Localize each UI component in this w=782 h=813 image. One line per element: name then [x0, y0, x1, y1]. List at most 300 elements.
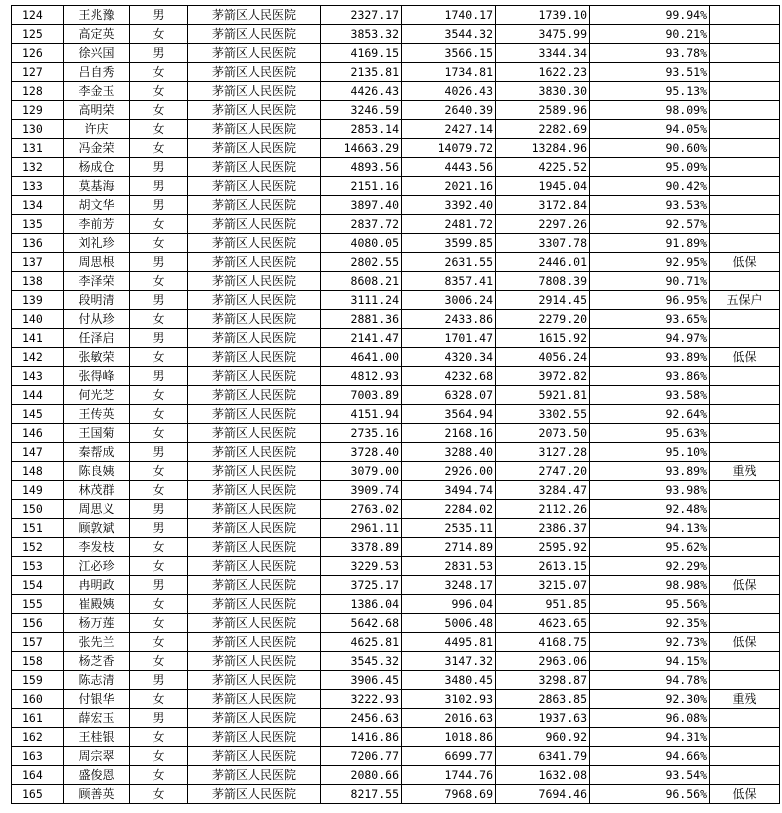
cell-total-cost: 3725.17 — [321, 576, 402, 595]
cell-reimbursed: 2279.20 — [496, 310, 590, 329]
cell-reimbursed: 1632.08 — [496, 766, 590, 785]
cell-name: 周宗翠 — [64, 747, 130, 766]
table-row — [12, 671, 780, 690]
table-row — [12, 25, 780, 44]
cell-category — [710, 44, 780, 63]
cell-reimbursed: 3344.34 — [496, 44, 590, 63]
cell-reimbursed: 1937.63 — [496, 709, 590, 728]
cell-category: 重残 — [710, 462, 780, 481]
cell-category — [710, 652, 780, 671]
cell-gender: 女 — [130, 101, 188, 120]
cell-category — [710, 196, 780, 215]
cell-name: 王桂银 — [64, 728, 130, 747]
table-row — [12, 272, 780, 291]
cell-reimbursed: 4168.75 — [496, 633, 590, 652]
cell-eligible-cost: 2535.11 — [402, 519, 496, 538]
cell-eligible-cost: 7968.69 — [402, 785, 496, 804]
table-row — [12, 424, 780, 443]
cell-seq: 161 — [12, 709, 64, 728]
cell-hospital: 茅箭区人民医院 — [188, 139, 321, 158]
cell-category — [710, 595, 780, 614]
cell-hospital: 茅箭区人民医院 — [188, 614, 321, 633]
cell-seq: 129 — [12, 101, 64, 120]
cell-eligible-cost: 3006.24 — [402, 291, 496, 310]
cell-eligible-cost: 3288.40 — [402, 443, 496, 462]
cell-gender: 女 — [130, 690, 188, 709]
cell-category — [710, 367, 780, 386]
cell-reimbursed: 7808.39 — [496, 272, 590, 291]
cell-ratio: 99.94% — [590, 6, 710, 25]
table-row — [12, 614, 780, 633]
cell-reimbursed: 960.92 — [496, 728, 590, 747]
cell-total-cost: 3909.74 — [321, 481, 402, 500]
cell-eligible-cost: 2427.14 — [402, 120, 496, 139]
cell-hospital: 茅箭区人民医院 — [188, 424, 321, 443]
table-row — [12, 234, 780, 253]
cell-seq: 125 — [12, 25, 64, 44]
cell-reimbursed: 2963.06 — [496, 652, 590, 671]
cell-eligible-cost: 4443.56 — [402, 158, 496, 177]
cell-reimbursed: 2297.26 — [496, 215, 590, 234]
table-row — [12, 405, 780, 424]
cell-category: 低保 — [710, 785, 780, 804]
cell-total-cost: 3378.89 — [321, 538, 402, 557]
cell-seq: 141 — [12, 329, 64, 348]
cell-gender: 女 — [130, 728, 188, 747]
cell-eligible-cost: 1701.47 — [402, 329, 496, 348]
cell-gender: 女 — [130, 424, 188, 443]
cell-category — [710, 272, 780, 291]
cell-name: 李前芳 — [64, 215, 130, 234]
cell-category — [710, 329, 780, 348]
table-row — [12, 728, 780, 747]
cell-reimbursed: 3172.84 — [496, 196, 590, 215]
cell-seq: 149 — [12, 481, 64, 500]
cell-hospital: 茅箭区人民医院 — [188, 82, 321, 101]
table-row — [12, 6, 780, 25]
cell-ratio: 96.08% — [590, 709, 710, 728]
cell-total-cost: 8608.21 — [321, 272, 402, 291]
cell-hospital: 茅箭区人民医院 — [188, 766, 321, 785]
table-row — [12, 44, 780, 63]
cell-reimbursed: 2446.01 — [496, 253, 590, 272]
cell-name: 杨万莲 — [64, 614, 130, 633]
cell-eligible-cost: 1740.17 — [402, 6, 496, 25]
table-row — [12, 443, 780, 462]
table-row — [12, 158, 780, 177]
table-row — [12, 576, 780, 595]
cell-gender: 男 — [130, 291, 188, 310]
cell-total-cost: 3897.40 — [321, 196, 402, 215]
cell-hospital: 茅箭区人民医院 — [188, 652, 321, 671]
cell-name: 李发枝 — [64, 538, 130, 557]
cell-eligible-cost: 4495.81 — [402, 633, 496, 652]
cell-gender: 男 — [130, 196, 188, 215]
cell-eligible-cost: 3599.85 — [402, 234, 496, 253]
cell-seq: 126 — [12, 44, 64, 63]
cell-gender: 女 — [130, 120, 188, 139]
cell-reimbursed: 1945.04 — [496, 177, 590, 196]
cell-seq: 143 — [12, 367, 64, 386]
cell-seq: 130 — [12, 120, 64, 139]
cell-seq: 134 — [12, 196, 64, 215]
cell-eligible-cost: 3564.94 — [402, 405, 496, 424]
cell-total-cost: 3222.93 — [321, 690, 402, 709]
cell-hospital: 茅箭区人民医院 — [188, 690, 321, 709]
cell-reimbursed: 1615.92 — [496, 329, 590, 348]
table-row — [12, 177, 780, 196]
cell-hospital: 茅箭区人民医院 — [188, 234, 321, 253]
cell-name: 杨芝香 — [64, 652, 130, 671]
cell-seq: 147 — [12, 443, 64, 462]
cell-hospital: 茅箭区人民医院 — [188, 44, 321, 63]
cell-category — [710, 519, 780, 538]
cell-reimbursed: 2595.92 — [496, 538, 590, 557]
cell-ratio: 93.78% — [590, 44, 710, 63]
cell-eligible-cost: 3480.45 — [402, 671, 496, 690]
cell-gender: 男 — [130, 329, 188, 348]
cell-ratio: 93.98% — [590, 481, 710, 500]
cell-eligible-cost: 2021.16 — [402, 177, 496, 196]
cell-gender: 女 — [130, 595, 188, 614]
cell-total-cost: 4151.94 — [321, 405, 402, 424]
cell-name: 张先兰 — [64, 633, 130, 652]
cell-gender: 男 — [130, 519, 188, 538]
cell-name: 王国菊 — [64, 424, 130, 443]
cell-reimbursed: 4623.65 — [496, 614, 590, 633]
cell-eligible-cost: 3147.32 — [402, 652, 496, 671]
cell-eligible-cost: 14079.72 — [402, 139, 496, 158]
cell-eligible-cost: 8357.41 — [402, 272, 496, 291]
cell-gender: 女 — [130, 386, 188, 405]
table-row — [12, 367, 780, 386]
cell-name: 江必珍 — [64, 557, 130, 576]
cell-hospital: 茅箭区人民医院 — [188, 367, 321, 386]
cell-reimbursed: 3972.82 — [496, 367, 590, 386]
cell-category — [710, 747, 780, 766]
cell-name: 顾敦斌 — [64, 519, 130, 538]
cell-reimbursed: 2747.20 — [496, 462, 590, 481]
cell-seq: 136 — [12, 234, 64, 253]
cell-ratio: 92.35% — [590, 614, 710, 633]
cell-gender: 男 — [130, 6, 188, 25]
cell-category — [710, 538, 780, 557]
cell-category: 低保 — [710, 348, 780, 367]
cell-name: 刘礼珍 — [64, 234, 130, 253]
cell-ratio: 94.05% — [590, 120, 710, 139]
cell-gender: 女 — [130, 82, 188, 101]
cell-total-cost: 2327.17 — [321, 6, 402, 25]
cell-seq: 159 — [12, 671, 64, 690]
table-row — [12, 595, 780, 614]
table-row — [12, 120, 780, 139]
cell-eligible-cost: 3248.17 — [402, 576, 496, 595]
cell-category — [710, 443, 780, 462]
cell-name: 周思义 — [64, 500, 130, 519]
cell-hospital: 茅箭区人民医院 — [188, 671, 321, 690]
cell-gender: 男 — [130, 576, 188, 595]
table-row — [12, 538, 780, 557]
cell-hospital: 茅箭区人民医院 — [188, 519, 321, 538]
cell-category — [710, 101, 780, 120]
cell-ratio: 92.30% — [590, 690, 710, 709]
cell-hospital: 茅箭区人民医院 — [188, 25, 321, 44]
table-row — [12, 329, 780, 348]
cell-category — [710, 234, 780, 253]
cell-hospital: 茅箭区人民医院 — [188, 196, 321, 215]
cell-hospital: 茅箭区人民医院 — [188, 272, 321, 291]
table-row — [12, 386, 780, 405]
cell-reimbursed: 951.85 — [496, 595, 590, 614]
cell-category — [710, 405, 780, 424]
cell-eligible-cost: 5006.48 — [402, 614, 496, 633]
cell-hospital: 茅箭区人民医院 — [188, 538, 321, 557]
cell-seq: 127 — [12, 63, 64, 82]
cell-category — [710, 6, 780, 25]
cell-seq: 140 — [12, 310, 64, 329]
cell-hospital: 茅箭区人民医院 — [188, 348, 321, 367]
cell-seq: 150 — [12, 500, 64, 519]
cell-seq: 162 — [12, 728, 64, 747]
table-row — [12, 557, 780, 576]
cell-reimbursed: 2863.85 — [496, 690, 590, 709]
cell-category: 低保 — [710, 576, 780, 595]
table-row — [12, 139, 780, 158]
cell-total-cost: 2853.14 — [321, 120, 402, 139]
cell-hospital: 茅箭区人民医院 — [188, 785, 321, 804]
cell-category — [710, 728, 780, 747]
cell-eligible-cost: 3392.40 — [402, 196, 496, 215]
cell-gender: 男 — [130, 367, 188, 386]
cell-seq: 144 — [12, 386, 64, 405]
cell-reimbursed: 3215.07 — [496, 576, 590, 595]
cell-reimbursed: 3302.55 — [496, 405, 590, 424]
cell-total-cost: 2456.63 — [321, 709, 402, 728]
cell-ratio: 93.58% — [590, 386, 710, 405]
cell-ratio: 95.13% — [590, 82, 710, 101]
cell-gender: 女 — [130, 766, 188, 785]
cell-total-cost: 14663.29 — [321, 139, 402, 158]
cell-name: 崔殿姨 — [64, 595, 130, 614]
cell-hospital: 茅箭区人民医院 — [188, 291, 321, 310]
cell-total-cost: 1416.86 — [321, 728, 402, 747]
table-row — [12, 63, 780, 82]
cell-total-cost: 2802.55 — [321, 253, 402, 272]
cell-ratio: 95.10% — [590, 443, 710, 462]
cell-gender: 男 — [130, 671, 188, 690]
cell-name: 李泽荣 — [64, 272, 130, 291]
cell-category — [710, 177, 780, 196]
cell-gender: 女 — [130, 652, 188, 671]
cell-seq: 156 — [12, 614, 64, 633]
cell-eligible-cost: 1018.86 — [402, 728, 496, 747]
cell-eligible-cost: 3102.93 — [402, 690, 496, 709]
table-row — [12, 310, 780, 329]
cell-category — [710, 120, 780, 139]
cell-reimbursed: 3298.87 — [496, 671, 590, 690]
cell-reimbursed: 2112.26 — [496, 500, 590, 519]
cell-gender: 女 — [130, 633, 188, 652]
cell-category: 重残 — [710, 690, 780, 709]
cell-hospital: 茅箭区人民医院 — [188, 405, 321, 424]
cell-reimbursed: 4056.24 — [496, 348, 590, 367]
cell-total-cost: 2881.36 — [321, 310, 402, 329]
cell-name: 莫基海 — [64, 177, 130, 196]
cell-hospital: 茅箭区人民医院 — [188, 633, 321, 652]
cell-category — [710, 481, 780, 500]
cell-reimbursed: 5921.81 — [496, 386, 590, 405]
cell-name: 胡文华 — [64, 196, 130, 215]
cell-category — [710, 386, 780, 405]
cell-name: 张敏荣 — [64, 348, 130, 367]
cell-ratio: 95.09% — [590, 158, 710, 177]
table-row — [12, 253, 780, 272]
cell-category — [710, 310, 780, 329]
cell-category — [710, 139, 780, 158]
cell-eligible-cost: 2631.55 — [402, 253, 496, 272]
cell-eligible-cost: 2433.86 — [402, 310, 496, 329]
cell-total-cost: 4625.81 — [321, 633, 402, 652]
table-row — [12, 633, 780, 652]
cell-gender: 男 — [130, 177, 188, 196]
cell-ratio: 90.71% — [590, 272, 710, 291]
cell-category — [710, 671, 780, 690]
cell-total-cost: 7003.89 — [321, 386, 402, 405]
table-row — [12, 101, 780, 120]
cell-ratio: 95.62% — [590, 538, 710, 557]
cell-gender: 男 — [130, 500, 188, 519]
cell-reimbursed: 3475.99 — [496, 25, 590, 44]
table-row — [12, 747, 780, 766]
table-row — [12, 481, 780, 500]
cell-total-cost: 1386.04 — [321, 595, 402, 614]
cell-reimbursed: 3307.78 — [496, 234, 590, 253]
cell-ratio: 94.13% — [590, 519, 710, 538]
cell-name: 高明荣 — [64, 101, 130, 120]
cell-eligible-cost: 2016.63 — [402, 709, 496, 728]
cell-eligible-cost: 4320.34 — [402, 348, 496, 367]
cell-seq: 163 — [12, 747, 64, 766]
cell-category — [710, 424, 780, 443]
cell-name: 李金玉 — [64, 82, 130, 101]
cell-eligible-cost: 2714.89 — [402, 538, 496, 557]
cell-reimbursed: 4225.52 — [496, 158, 590, 177]
cell-total-cost: 4641.00 — [321, 348, 402, 367]
cell-total-cost: 3079.00 — [321, 462, 402, 481]
cell-seq: 148 — [12, 462, 64, 481]
cell-ratio: 92.57% — [590, 215, 710, 234]
cell-hospital: 茅箭区人民医院 — [188, 177, 321, 196]
cell-category — [710, 557, 780, 576]
cell-eligible-cost: 2284.02 — [402, 500, 496, 519]
cell-hospital: 茅箭区人民医院 — [188, 576, 321, 595]
cell-name: 高定英 — [64, 25, 130, 44]
cell-seq: 145 — [12, 405, 64, 424]
cell-gender: 男 — [130, 253, 188, 272]
cell-name: 王传英 — [64, 405, 130, 424]
cell-seq: 124 — [12, 6, 64, 25]
cell-hospital: 茅箭区人民医院 — [188, 500, 321, 519]
cell-hospital: 茅箭区人民医院 — [188, 310, 321, 329]
cell-reimbursed: 3127.28 — [496, 443, 590, 462]
cell-seq: 139 — [12, 291, 64, 310]
cell-hospital: 茅箭区人民医院 — [188, 101, 321, 120]
cell-eligible-cost: 1734.81 — [402, 63, 496, 82]
cell-name: 付从珍 — [64, 310, 130, 329]
cell-ratio: 94.78% — [590, 671, 710, 690]
cell-reimbursed: 2613.15 — [496, 557, 590, 576]
cell-hospital: 茅箭区人民医院 — [188, 709, 321, 728]
cell-seq: 152 — [12, 538, 64, 557]
cell-gender: 女 — [130, 614, 188, 633]
cell-name: 吕自秀 — [64, 63, 130, 82]
cell-hospital: 茅箭区人民医院 — [188, 120, 321, 139]
cell-total-cost: 3246.59 — [321, 101, 402, 120]
table-row — [12, 709, 780, 728]
cell-ratio: 92.48% — [590, 500, 710, 519]
cell-gender: 男 — [130, 158, 188, 177]
cell-seq: 133 — [12, 177, 64, 196]
cell-ratio: 94.97% — [590, 329, 710, 348]
cell-gender: 女 — [130, 310, 188, 329]
cell-name: 王兆豫 — [64, 6, 130, 25]
cell-seq: 154 — [12, 576, 64, 595]
cell-seq: 142 — [12, 348, 64, 367]
cell-reimbursed: 13284.96 — [496, 139, 590, 158]
table-row — [12, 215, 780, 234]
cell-hospital: 茅箭区人民医院 — [188, 63, 321, 82]
cell-reimbursed: 2589.96 — [496, 101, 590, 120]
cell-eligible-cost: 4026.43 — [402, 82, 496, 101]
cell-category — [710, 500, 780, 519]
cell-gender: 男 — [130, 709, 188, 728]
cell-gender: 男 — [130, 443, 188, 462]
cell-reimbursed: 2282.69 — [496, 120, 590, 139]
cell-name: 段明清 — [64, 291, 130, 310]
cell-gender: 女 — [130, 63, 188, 82]
cell-reimbursed: 3284.47 — [496, 481, 590, 500]
cell-ratio: 93.53% — [590, 196, 710, 215]
cell-eligible-cost: 996.04 — [402, 595, 496, 614]
cell-reimbursed: 1622.23 — [496, 63, 590, 82]
cell-total-cost: 2151.16 — [321, 177, 402, 196]
table-row — [12, 519, 780, 538]
cell-ratio: 92.64% — [590, 405, 710, 424]
cell-category: 低保 — [710, 633, 780, 652]
cell-name: 付银华 — [64, 690, 130, 709]
cell-reimbursed: 6341.79 — [496, 747, 590, 766]
cell-hospital: 茅箭区人民医院 — [188, 253, 321, 272]
cell-ratio: 98.09% — [590, 101, 710, 120]
cell-hospital: 茅箭区人民医院 — [188, 481, 321, 500]
cell-hospital: 茅箭区人民医院 — [188, 462, 321, 481]
cell-name: 任泽启 — [64, 329, 130, 348]
table-row — [12, 690, 780, 709]
cell-gender: 女 — [130, 234, 188, 253]
cell-eligible-cost: 2831.53 — [402, 557, 496, 576]
cell-ratio: 91.89% — [590, 234, 710, 253]
cell-category: 五保户 — [710, 291, 780, 310]
cell-reimbursed: 7694.46 — [496, 785, 590, 804]
cell-seq: 157 — [12, 633, 64, 652]
cell-ratio: 95.56% — [590, 595, 710, 614]
table-body — [12, 6, 780, 804]
cell-ratio: 96.95% — [590, 291, 710, 310]
cell-reimbursed: 2073.50 — [496, 424, 590, 443]
cell-eligible-cost: 2481.72 — [402, 215, 496, 234]
table-row — [12, 652, 780, 671]
cell-gender: 女 — [130, 462, 188, 481]
